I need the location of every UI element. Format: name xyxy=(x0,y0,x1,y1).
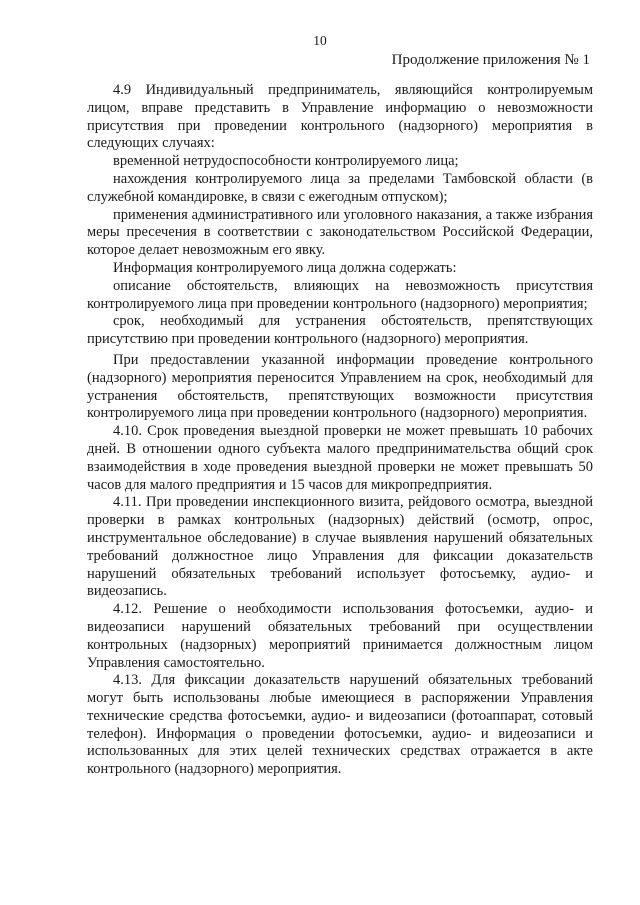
paragraph-4-13: 4.13. Для фиксации доказательств нарушений обязательных требований могут быть использованы любые имеющиеся в распоряжении Управления технические средства фотосъемки, аудио- и видеозаписи (фотоаппарат, сотовый телефон). Информация о проведении фотосъемки, аудио- и видеозаписи и использованных для этих целей технических средствах отражается в акте контрольного (надзорного) мероприятия. xyxy=(87,672,593,778)
paragraph-case-incapacity: временной нетрудоспособности контролируемого лица; xyxy=(113,153,459,170)
paragraph-4-10: 4.10. Срок проведения выездной проверки не может превышать 10 рабочих дней. В отношении одного субъекта малого предпринимательства общий срок взаимодействия в ходе проведения выездной проверки не может превышать 50 часов для малого предприятия и 15 часов для микропредприятия. xyxy=(87,423,593,493)
paragraph-case-punishment: применения административного или уголовного наказания, а также избрания меры пресечения в соответствии с законодательством Российской Федерации, которое делает невозможным его явку. xyxy=(87,206,593,259)
paragraph-info-contents: Информация контролируемого лица должна содержать: xyxy=(113,259,457,276)
paragraph-info-description: описание обстоятельств, влияющих на невозможность присутствия контролируемого лица при проведении контрольного (надзорного) мероприятия; xyxy=(87,277,593,312)
paragraph-case-outside-region: нахождения контролируемого лица за пределами Тамбовской области (в служебной командировке, в связи с ежегодным отпуском); xyxy=(87,170,593,205)
appendix-continuation-header: Продолжение приложения № 1 xyxy=(391,52,590,68)
paragraph-4-9-intro: 4.9 Индивидуальный предприниматель, являющийся контролируемым лицом, вправе представить в Управление информацию о невозможности присутствия при проведении контрольного (надзорного) мероприятия в следующих случаях: xyxy=(87,82,593,152)
paragraph-info-term: срок, необходимый для устранения обстоятельств, препятствующих присутствию при проведении контрольного (надзорного) мероприятия. xyxy=(87,313,593,348)
document-body xyxy=(87,82,593,779)
paragraph-4-11: 4.11. При проведении инспекционного визита, рейдового осмотра, выездной проверки в рамках контрольных (надзорных) действий (осмотр, опрос, инструментальное обследование) в случае выявления нарушений обязательных требований должностное лицо Управления для фиксации доказательств нарушений обязательных требований использует фотосъемку, аудио- и видеозапись. xyxy=(87,494,593,600)
page-number: 10 xyxy=(313,33,327,48)
paragraph-4-12: 4.12. Решение о необходимости использования фотосъемки, аудио- и видеозаписи нарушений обязательных требований при осуществлении контрольных (надзорных) мероприятий принимается должностным лицом Управления самостоятельно. xyxy=(87,601,593,671)
paragraph-postponement: При предоставлении указанной информации проведение контрольного (надзорного) мероприятия переносится Управлением на срок, необходимый для устранения обстоятельств, препятствующих возможности присутствия контролируемого лица при проведении контрольного (надзорного) мероприятия. xyxy=(87,351,593,422)
